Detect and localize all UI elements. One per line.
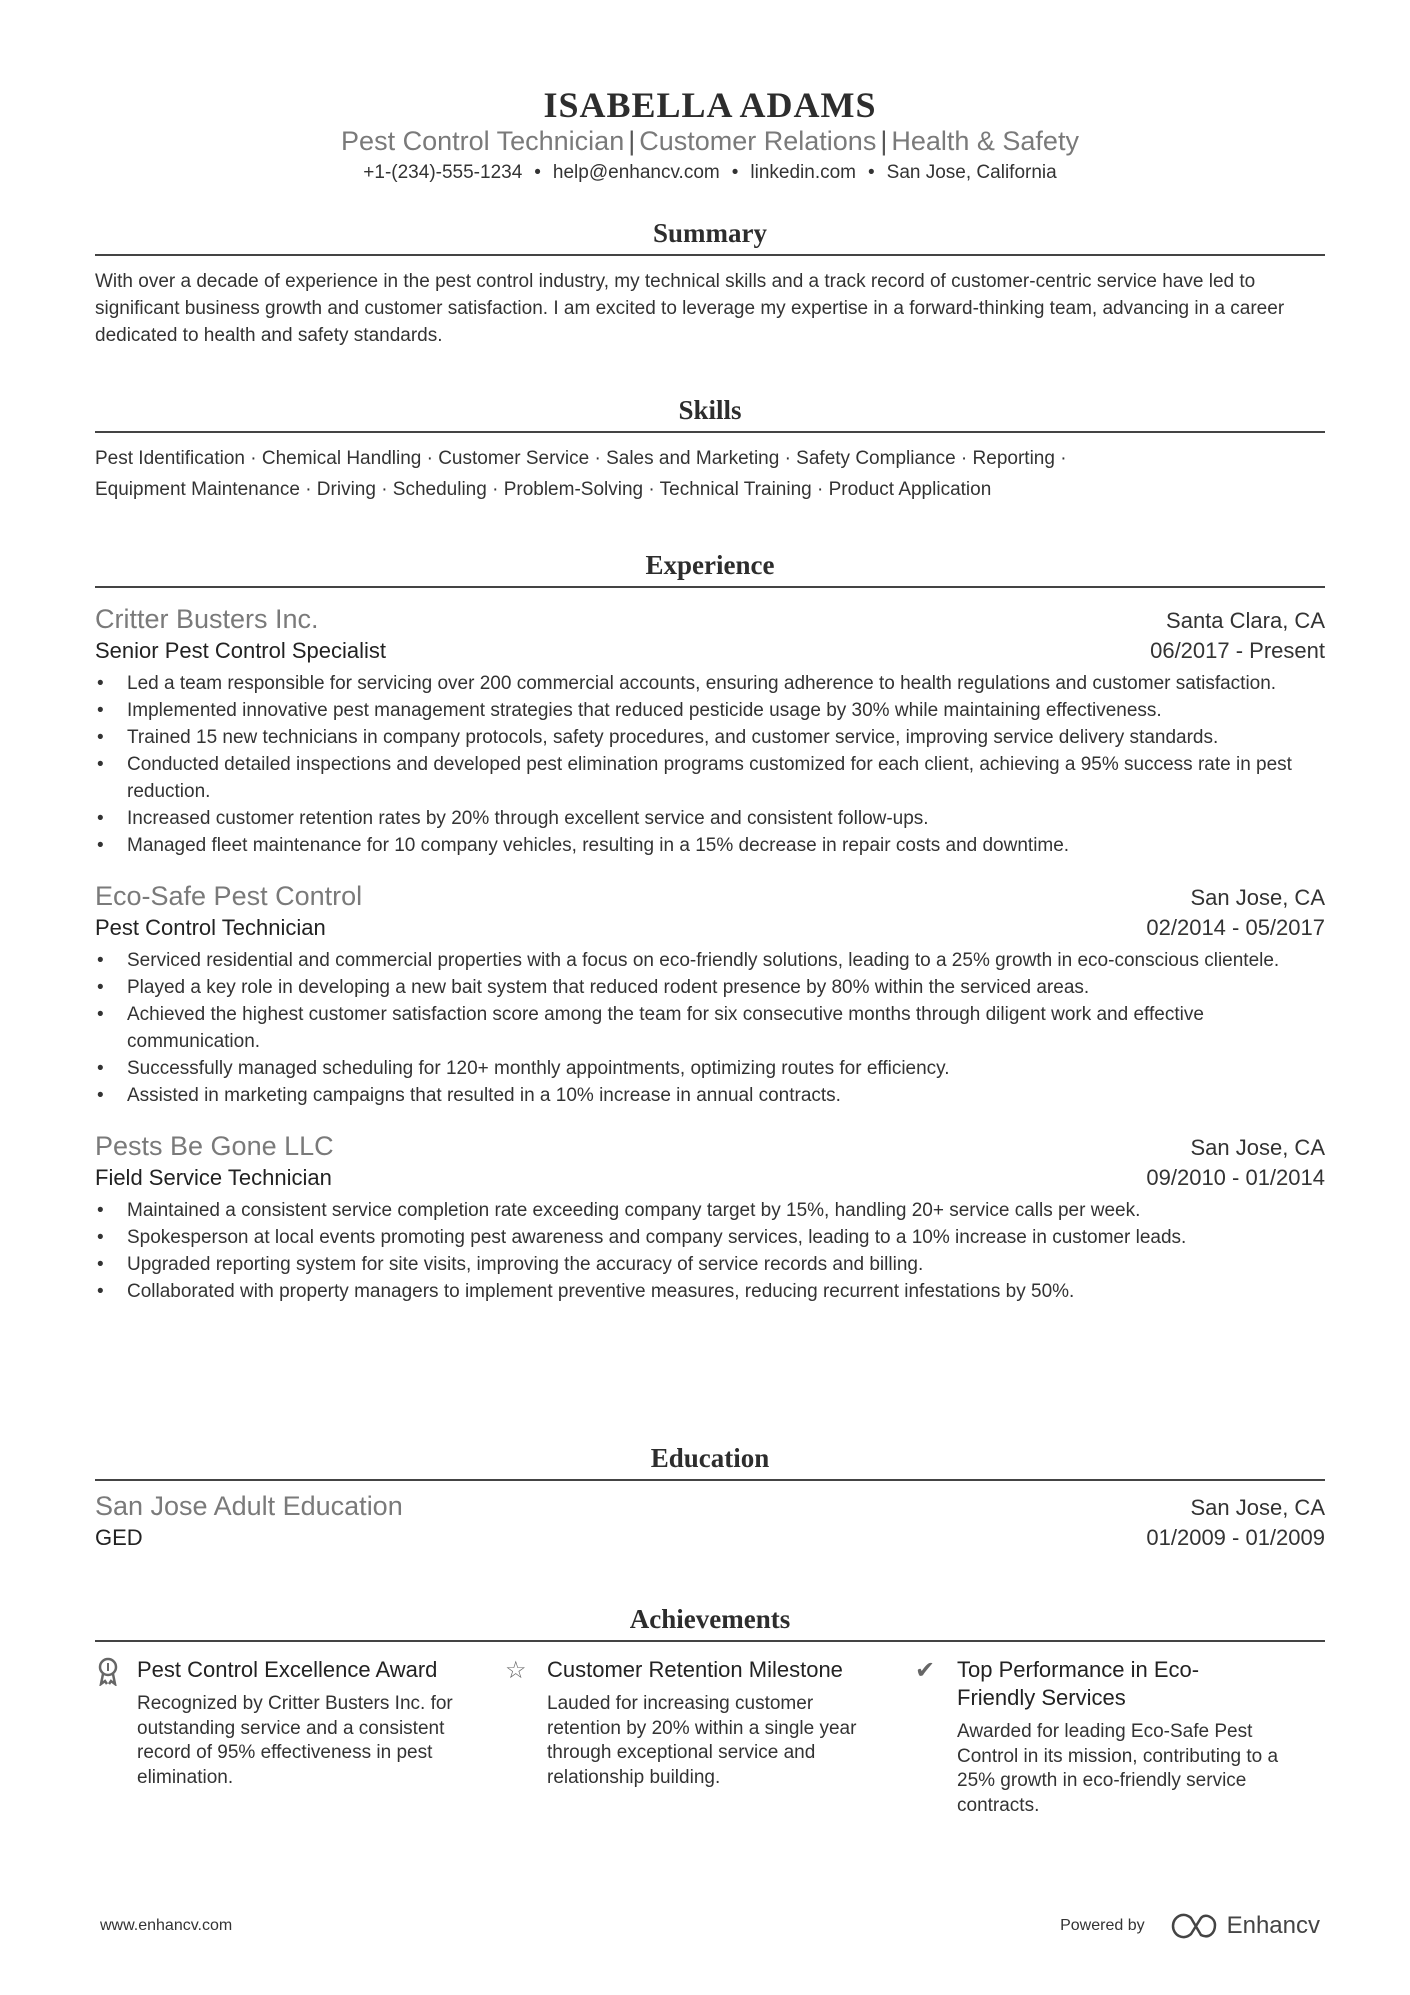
achievement-item bbox=[505, 1656, 915, 1818]
bullet-item: • Successfully managed scheduling for 120+ monthly appointments, optimizing routes for efficiency. bbox=[95, 1055, 1325, 1082]
section-heading: Education bbox=[650, 1443, 770, 1473]
bullet-item: • Serviced residential and commercial properties with a focus on eco-friendly solutions, leading to a 25% growth in eco-conscious clientele. bbox=[95, 947, 1325, 974]
job-location: San Jose, CA bbox=[1190, 885, 1325, 910]
job-dates: 06/2017 - Present bbox=[1150, 638, 1325, 663]
bullet-item: • Collaborated with property managers to implement preventive measures, reducing recurrent infestations by 50%. bbox=[95, 1278, 1325, 1305]
job-title: Field Service Technician bbox=[95, 1165, 332, 1190]
school-name: San Jose Adult Education bbox=[95, 1491, 403, 1521]
job-title: Senior Pest Control Specialist bbox=[95, 638, 387, 663]
bullet-item: • Maintained a consistent service completion rate exceeding company target by 15%, handling 20+ service calls per week. bbox=[95, 1197, 1325, 1224]
divider bbox=[95, 1640, 1325, 1642]
achievement-desc: Lauded for increasing customer retention by 20% within a single year through exceptional service and relationship building. bbox=[547, 1693, 857, 1788]
bullet-item: • Conducted detailed inspections and developed pest elimination programs customized for each client, achieving a 95% success rate in pest reduction. bbox=[95, 751, 1325, 805]
headline-title: Health & Safety bbox=[891, 126, 1079, 156]
achievement-desc: Recognized by Critter Busters Inc. for outstanding service and a consistent record of 95% effectiveness in pest elimination. bbox=[137, 1693, 453, 1788]
skills-line: Pest Identification · Chemical Handling · Customer Service · Sales and Marketing · Safety Compliance · Reporting · bbox=[95, 448, 1067, 469]
company-name: Pests Be Gone LLC bbox=[95, 1131, 334, 1161]
company-name: Eco-Safe Pest Control bbox=[95, 881, 363, 911]
check-icon: ✔ bbox=[915, 1657, 936, 1684]
job-entry bbox=[95, 604, 1325, 859]
job-bullets bbox=[95, 947, 1325, 1109]
bullet-item: • Spokesperson at local events promoting pest awareness and company services, leading to a 10% increase in customer leads. bbox=[95, 1224, 1325, 1251]
company-name: Critter Busters Inc. bbox=[95, 604, 319, 634]
email-link[interactable]: help@enhancv.com bbox=[552, 162, 720, 183]
achievement-title: Customer Retention Milestone bbox=[547, 1657, 843, 1682]
achievement-item bbox=[915, 1656, 1325, 1818]
school-location: San Jose, CA bbox=[1190, 1495, 1325, 1520]
education-dates: 01/2009 - 01/2009 bbox=[1146, 1525, 1325, 1550]
achievements-section bbox=[95, 1604, 1325, 1818]
job-entry bbox=[95, 881, 1325, 1109]
headline-title: Pest Control Technician bbox=[341, 126, 625, 156]
footer bbox=[100, 1912, 1320, 1940]
headline: Pest Control Technician | Customer Relations | Health & Safety bbox=[341, 126, 1079, 156]
job-dates: 09/2010 - 01/2014 bbox=[1146, 1165, 1325, 1190]
bullet-item: • Trained 15 new technicians in company protocols, safety procedures, and customer service, improving service delivery standards. bbox=[95, 724, 1325, 751]
bullet-item: • Played a key role in developing a new bait system that reduced rodent presence by 80% within the serviced areas. bbox=[95, 974, 1325, 1001]
job-bullets bbox=[95, 1197, 1325, 1305]
phone: +1-(234)-555-1234 bbox=[363, 162, 523, 183]
star-icon: ☆ bbox=[505, 1657, 527, 1684]
divider bbox=[95, 254, 1325, 256]
job-dates: 02/2014 - 05/2017 bbox=[1146, 915, 1325, 940]
headline-title: Customer Relations bbox=[639, 126, 877, 156]
website-link[interactable]: www.enhancv.com bbox=[100, 1917, 233, 1934]
divider bbox=[95, 1479, 1325, 1481]
section-heading: Summary bbox=[653, 218, 767, 248]
bullet-item: • Increased customer retention rates by 20% through excellent service and consistent follow-ups. bbox=[95, 805, 1325, 832]
bullet-item: • Assisted in marketing campaigns that resulted in a 10% increase in annual contracts. bbox=[95, 1082, 1325, 1109]
summary-text: With over a decade of experience in the pest control industry, my technical skills and a track record of customer-centric service have led to significant business growth and customer satisfaction. I am excited to leverage my expertise in a forward-thinking team, advancing in a career dedicated to health and safety standards. bbox=[95, 271, 1285, 346]
bullet-item: • Led a team responsible for servicing over 200 commercial accounts, ensuring adherence to health regulations and customer satisfaction. bbox=[95, 670, 1325, 697]
job-title: Pest Control Technician bbox=[95, 915, 326, 940]
enhancv-logo[interactable] bbox=[1171, 1912, 1320, 1940]
summary-section bbox=[95, 218, 1325, 349]
location: San Jose, California bbox=[886, 162, 1057, 183]
brand-name: Enhancv bbox=[1226, 1912, 1320, 1939]
bullet-item: • Achieved the highest customer satisfaction score among the team for six consecutive months through diligent work and effective communication. bbox=[95, 1001, 1325, 1055]
job-location: Santa Clara, CA bbox=[1166, 608, 1325, 633]
job-bullets bbox=[95, 670, 1325, 859]
enhancv-logo-icon bbox=[1171, 1913, 1217, 1939]
divider bbox=[95, 431, 1325, 433]
job-entry bbox=[95, 1131, 1325, 1305]
contact-info: +1-(234)-555-1234 • help@enhancv.com • linkedin.com • San Jose, California bbox=[363, 162, 1057, 183]
degree: GED bbox=[95, 1525, 143, 1550]
job-location: San Jose, CA bbox=[1190, 1135, 1325, 1160]
experience-section bbox=[95, 550, 1325, 1305]
bullet-item: • Upgraded reporting system for site visits, improving the accuracy of service records and billing. bbox=[95, 1251, 1325, 1278]
achievement-item bbox=[95, 1656, 505, 1818]
achievement-title: Top Performance in Eco-Friendly Services bbox=[957, 1657, 1200, 1710]
section-heading: Experience bbox=[645, 550, 775, 580]
achievement-title: Pest Control Excellence Award bbox=[137, 1657, 438, 1682]
bullet-item: • Implemented innovative pest management strategies that reduced pesticide usage by 30% while maintaining effectiveness. bbox=[95, 697, 1325, 724]
achievement-desc: Awarded for leading Eco-Safe Pest Control in its mission, contributing to a 25% growth in eco-friendly service contracts. bbox=[957, 1721, 1279, 1816]
section-heading: Skills bbox=[678, 395, 742, 425]
skills-line: Equipment Maintenance · Driving · Scheduling · Problem-Solving · Technical Training · Product Application bbox=[95, 479, 992, 500]
divider bbox=[95, 586, 1325, 588]
candidate-name: ISABELLA ADAMS bbox=[543, 85, 877, 125]
education-section bbox=[95, 1443, 1325, 1557]
powered-by-label: Powered by bbox=[1060, 1917, 1145, 1934]
linkedin-link[interactable]: linkedin.com bbox=[750, 162, 856, 183]
bullet-item: • Managed fleet maintenance for 10 company vehicles, resulting in a 15% decrease in repair costs and downtime. bbox=[95, 832, 1325, 859]
skills-section bbox=[95, 395, 1325, 505]
section-heading: Achievements bbox=[629, 1604, 791, 1634]
award-icon bbox=[95, 1656, 137, 1818]
